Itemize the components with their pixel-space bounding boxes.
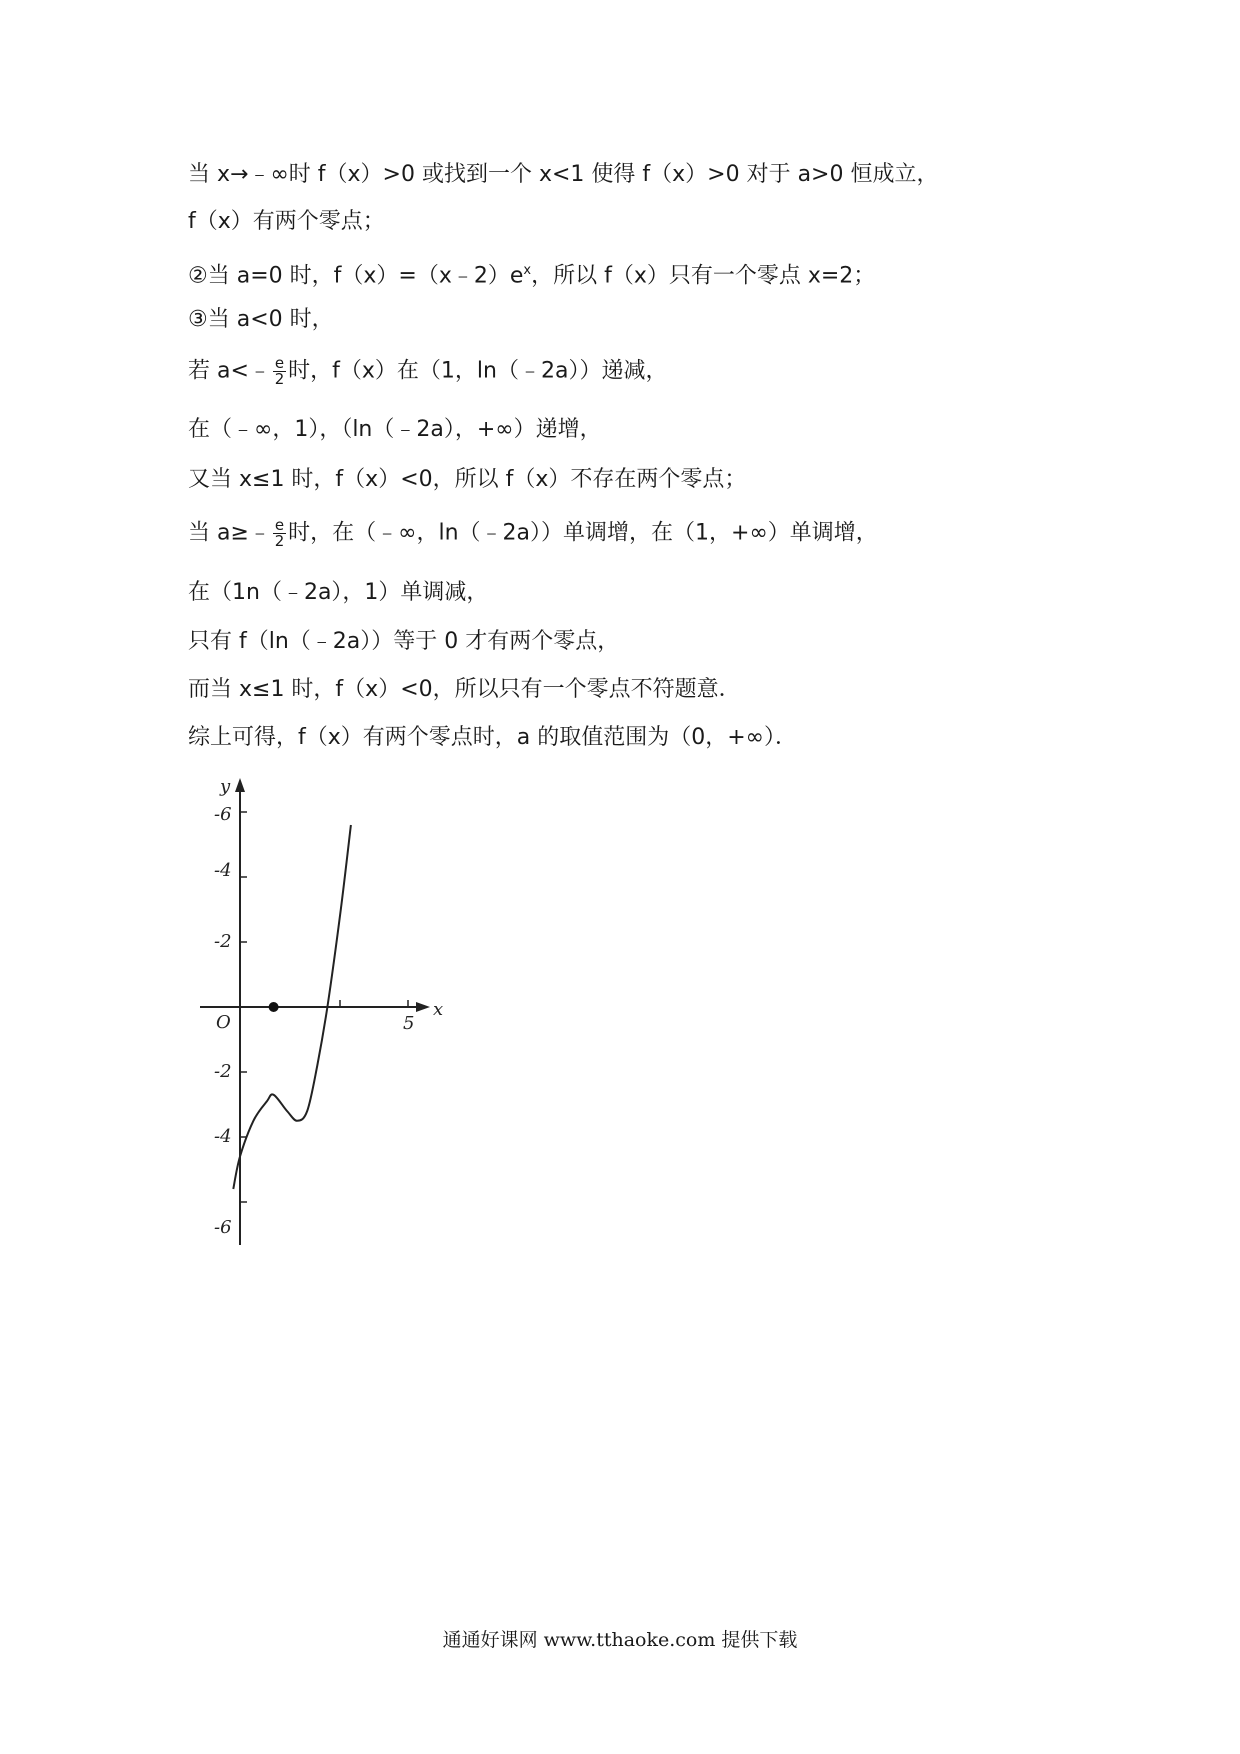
fraction-numerator: e (274, 516, 285, 534)
fraction-denominator: 2 (274, 370, 285, 388)
y-axis-arrow-icon (235, 778, 245, 792)
fraction-numerator: e (274, 354, 285, 372)
text-line-6: 在（﹣∞，1），（ln（﹣2a），+∞）递增， (188, 417, 602, 442)
text-line-3-a: ②当 a=0 时，f（x）=（x﹣2）e (188, 263, 524, 289)
y-tick-label: -2 (214, 1061, 232, 1082)
y-tick-label: -4 (214, 860, 232, 881)
origin-label: O (216, 1012, 231, 1033)
y-tick-label: -6 (214, 1217, 232, 1238)
y-tick-label: -6 (214, 804, 232, 825)
text-line-4: ③当 a<0 时， (188, 307, 334, 332)
function-graph (190, 770, 450, 1250)
text-line-2: f（x）有两个零点； (188, 209, 385, 234)
text-line-8 (188, 518, 878, 549)
y-tick-label: -4 (214, 1126, 232, 1147)
text-line-7: 又当 x≤1 时，f（x）<0，所以 f（x）不存在两个零点； (188, 467, 747, 492)
text-line-9: 在（1n（﹣2a），1）单调减， (188, 580, 489, 605)
text-line-8-a: 当 a≥﹣ (188, 520, 271, 546)
text-line-10: 只有 f（ln（﹣2a））等于 0 才有两个零点， (188, 629, 620, 654)
text-line-5-a: 若 a<﹣ (188, 358, 271, 384)
fraction-e-over-2 (273, 356, 286, 387)
text-line-3-b: ，所以 f（x）只有一个零点 x=2； (531, 263, 876, 289)
fraction-denominator: 2 (274, 532, 285, 550)
text-line-5-b: 时，f（x）在（1，ln（﹣2a））递减， (288, 358, 668, 384)
text-line-11: 而当 x≤1 时，f（x）<0，所以只有一个零点不符题意． (188, 677, 741, 702)
text-line-1: 当 x→﹣∞时 f（x）>0 或找到一个 x<1 使得 f（x）>0 对于 a>0 恒成立， (188, 162, 939, 187)
y-axis-label: y (220, 776, 231, 797)
x-axis-label: x (433, 999, 444, 1020)
text-line-5 (188, 356, 667, 387)
fraction-e-over-2 (273, 518, 286, 549)
text-line-8-b: 时，在（﹣∞，ln（﹣2a））单调增，在（1，+∞）单调增， (288, 520, 878, 546)
exponent: x (523, 263, 532, 278)
y-tick-label: -2 (214, 931, 232, 952)
text-line-12: 综上可得，f（x）有两个零点时，a 的取值范围为（0，+∞）． (188, 725, 797, 750)
footer-credit: 通通好课网 www.tthaoke.com 提供下载 (442, 1629, 798, 1651)
x-axis-arrow-icon (416, 1002, 430, 1012)
x-tick-label: 5 (403, 1013, 415, 1034)
point-marker (269, 1002, 279, 1012)
text-line-3 (188, 256, 875, 291)
